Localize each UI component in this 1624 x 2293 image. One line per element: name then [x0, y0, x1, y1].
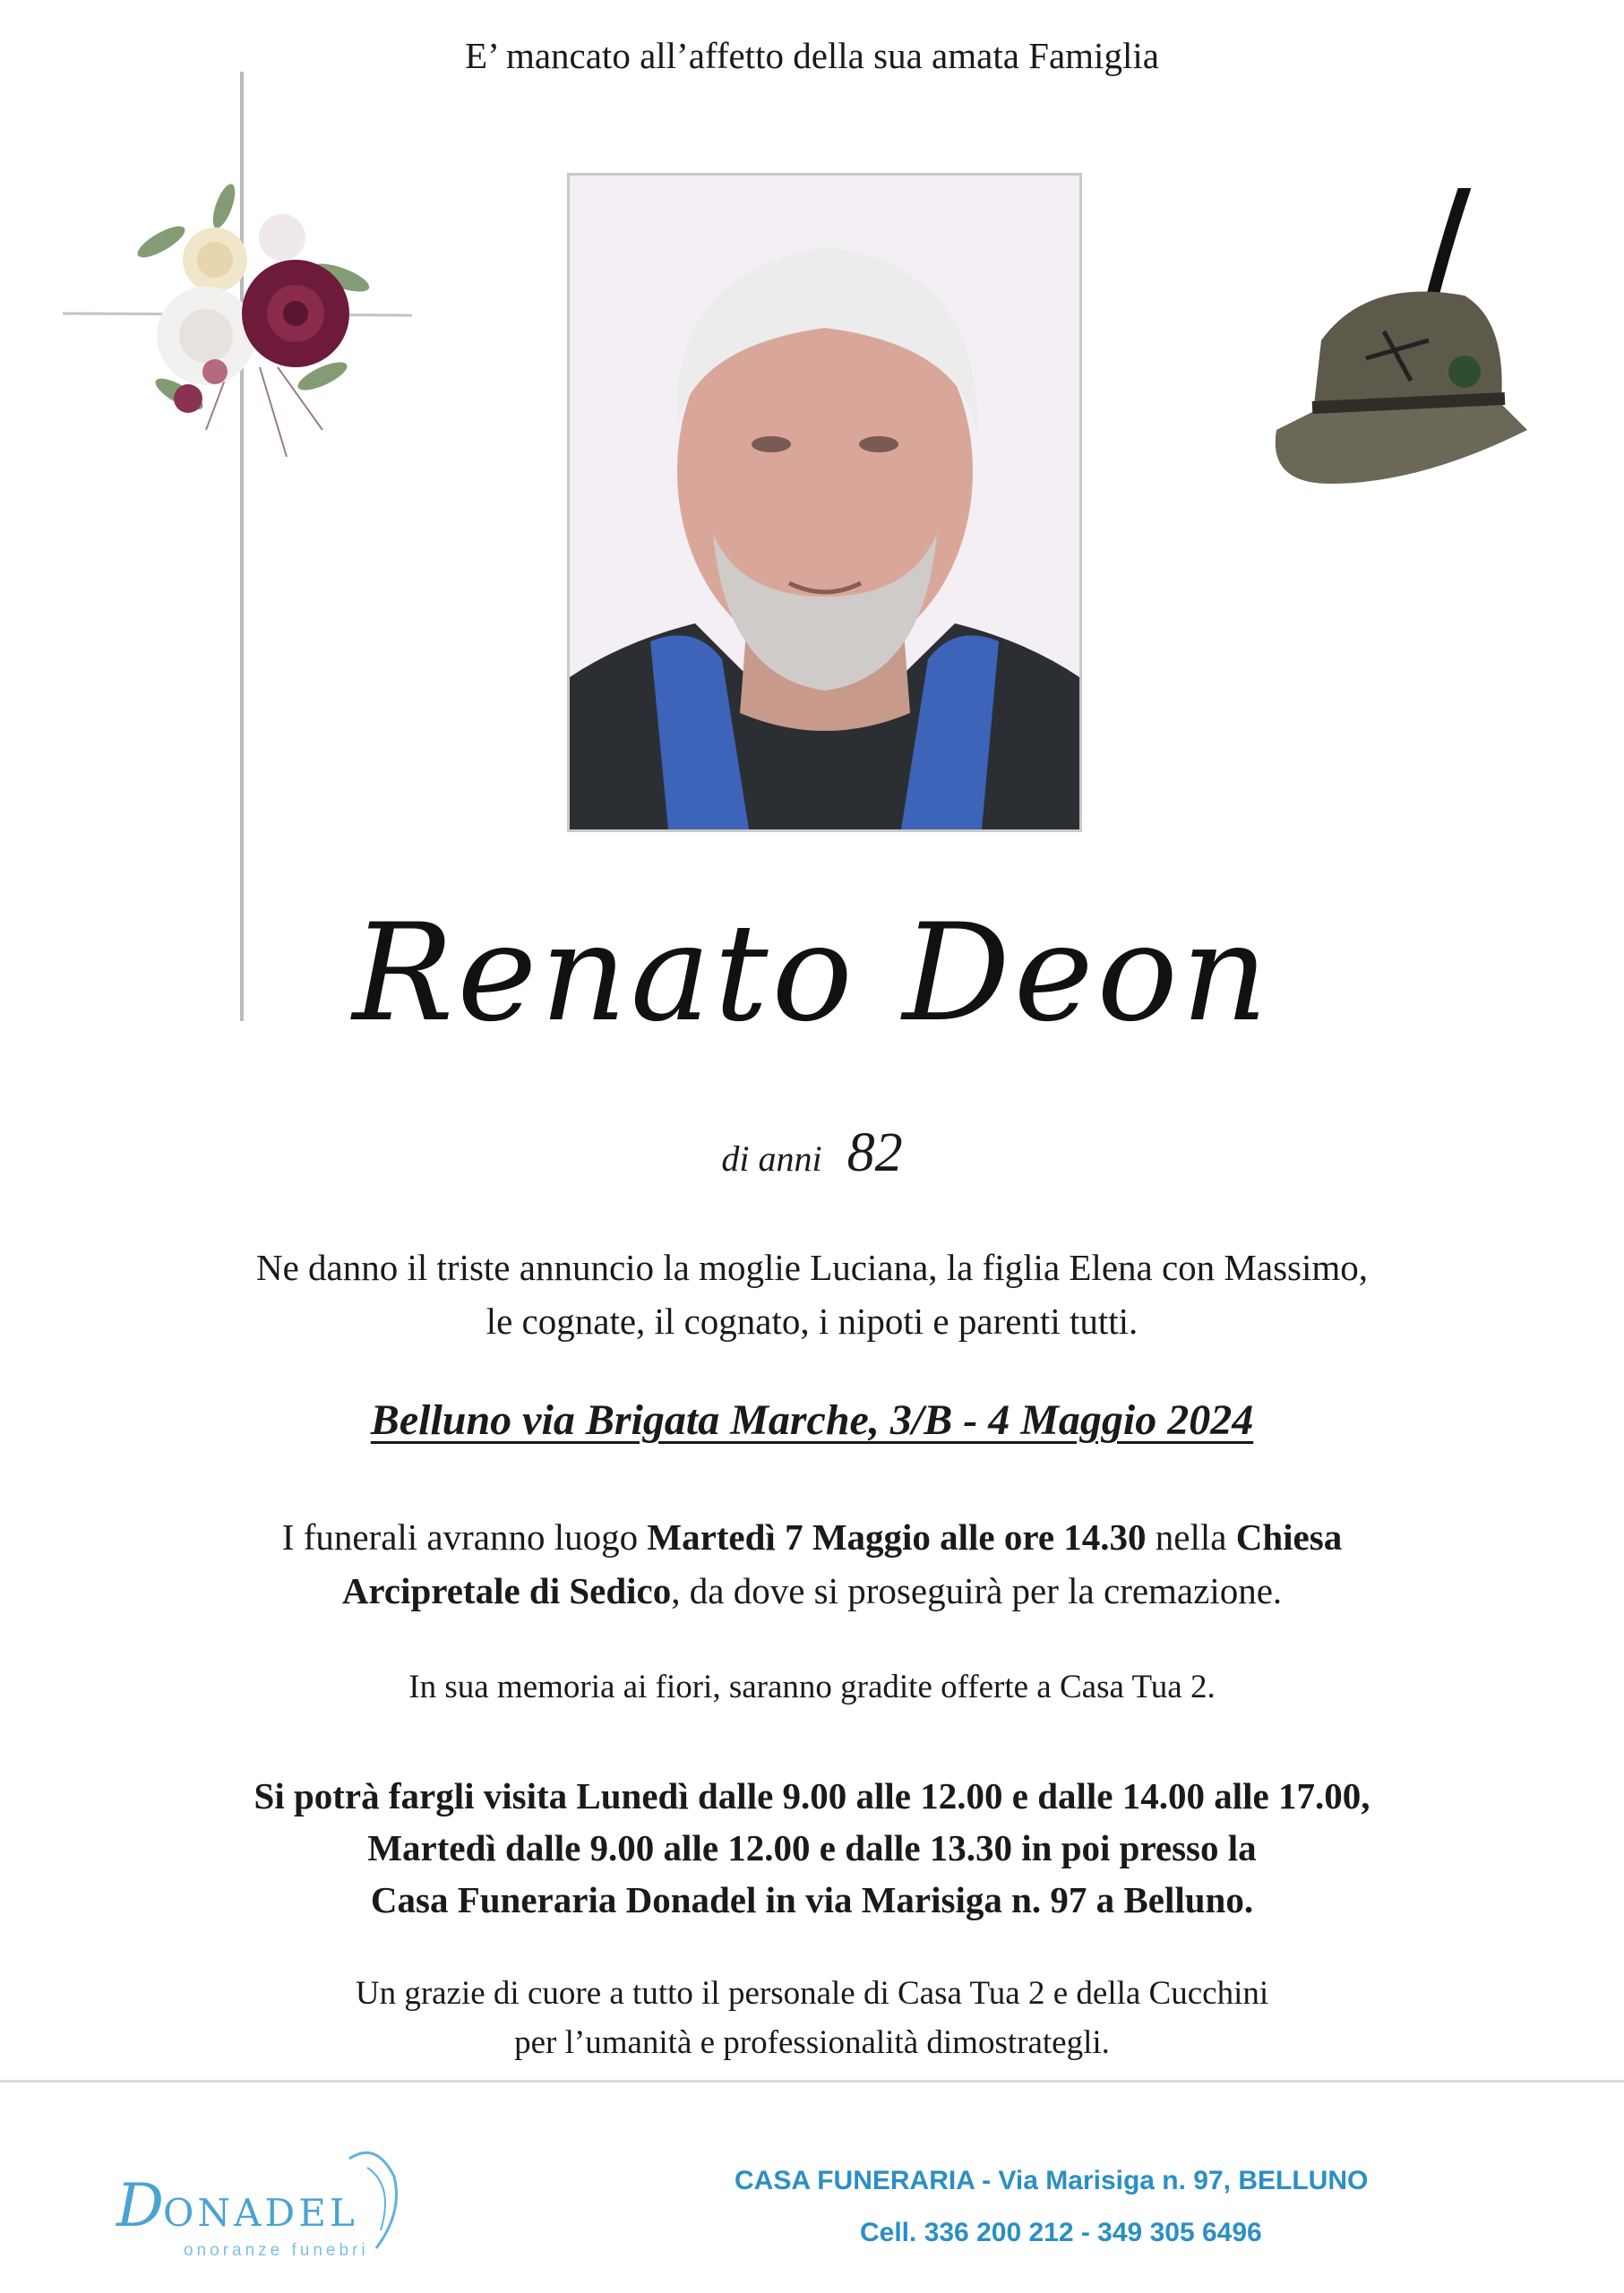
cross-with-flowers-icon: [54, 72, 439, 1039]
intro-text: E’ mancato all’affetto della sua amata Famiglia: [465, 35, 1159, 76]
visit-info: [0, 1770, 1624, 1926]
svg-text:onoranze funebri: onoranze funebri: [184, 2241, 369, 2260]
funeral-church: Arcipretale di Sedico: [341, 1570, 672, 1611]
funeral-info: [0, 1510, 1624, 1618]
age-row: [0, 1121, 1624, 1185]
age-label: di anni: [721, 1138, 822, 1179]
visit-line: Martedì dalle 9.00 alle 12.00 e dalle 13.30 in poi presso la: [367, 1827, 1257, 1868]
announcement-line: Ne danno il triste annuncio la moglie Luciana, la figlia Elena con Massimo,: [255, 1247, 1369, 1288]
announcement-line: le cognate, il cognato, i nipoti e parenti tutti.: [485, 1301, 1139, 1342]
footer-divider: [0, 2080, 1624, 2083]
funeral-datetime: Martedì 7 Maggio alle ore 14.30: [647, 1516, 1147, 1558]
memory-note: In sua memoria ai fiori, saranno gradite offerte a Casa Tua 2.: [408, 1669, 1216, 1705]
thanks-note: [0, 1969, 1624, 2067]
address-date-text: Belluno via Brigata Marche, 3/B - 4 Maggio 2024: [370, 1396, 1254, 1444]
contact-address: CASA FUNERARIA - Via Marisiga n. 97, BELLUNO: [735, 2166, 1369, 2195]
announcement-text: [0, 1241, 1624, 1348]
contact-phone: Cell. 336 200 212 - 349 305 6496: [860, 2218, 1262, 2247]
thanks-line: Un grazie di cuore a tutto il personale di Casa Tua 2 e della Cucchini: [355, 1975, 1269, 2012]
thanks-line: per l’umanità e professionalità dimostrategli.: [514, 2024, 1110, 2061]
visit-line: Si potrà fargli visita Lunedì dalle 9.00 alle 12.00 e dalle 14.00 alle 17.00,: [253, 1775, 1371, 1816]
age-value: 82: [846, 1122, 903, 1183]
visit-line: Casa Funeraria Donadel in via Marisiga n. 97 a Belluno.: [370, 1879, 1254, 1920]
address-date: [0, 1396, 1624, 1445]
funeral-line-1: [0, 1510, 1624, 1564]
funeral-text: I funerali avranno luogo: [281, 1516, 648, 1558]
funeral-text: nella: [1146, 1516, 1236, 1558]
donadel-logo: [107, 2141, 484, 2275]
svg-text:D: D: [116, 2171, 164, 2240]
funeral-line-2: [0, 1564, 1624, 1618]
alpine-hat-icon: [1259, 188, 1536, 493]
funeral-text: , da dove si proseguirà per la cremazione.: [671, 1570, 1283, 1611]
portrait-photo: [567, 173, 1082, 832]
svg-text:ONADEL: ONADEL: [163, 2191, 358, 2235]
deceased-name: Renato Deon: [352, 896, 1272, 1052]
funeral-church: Chiesa: [1235, 1516, 1343, 1558]
